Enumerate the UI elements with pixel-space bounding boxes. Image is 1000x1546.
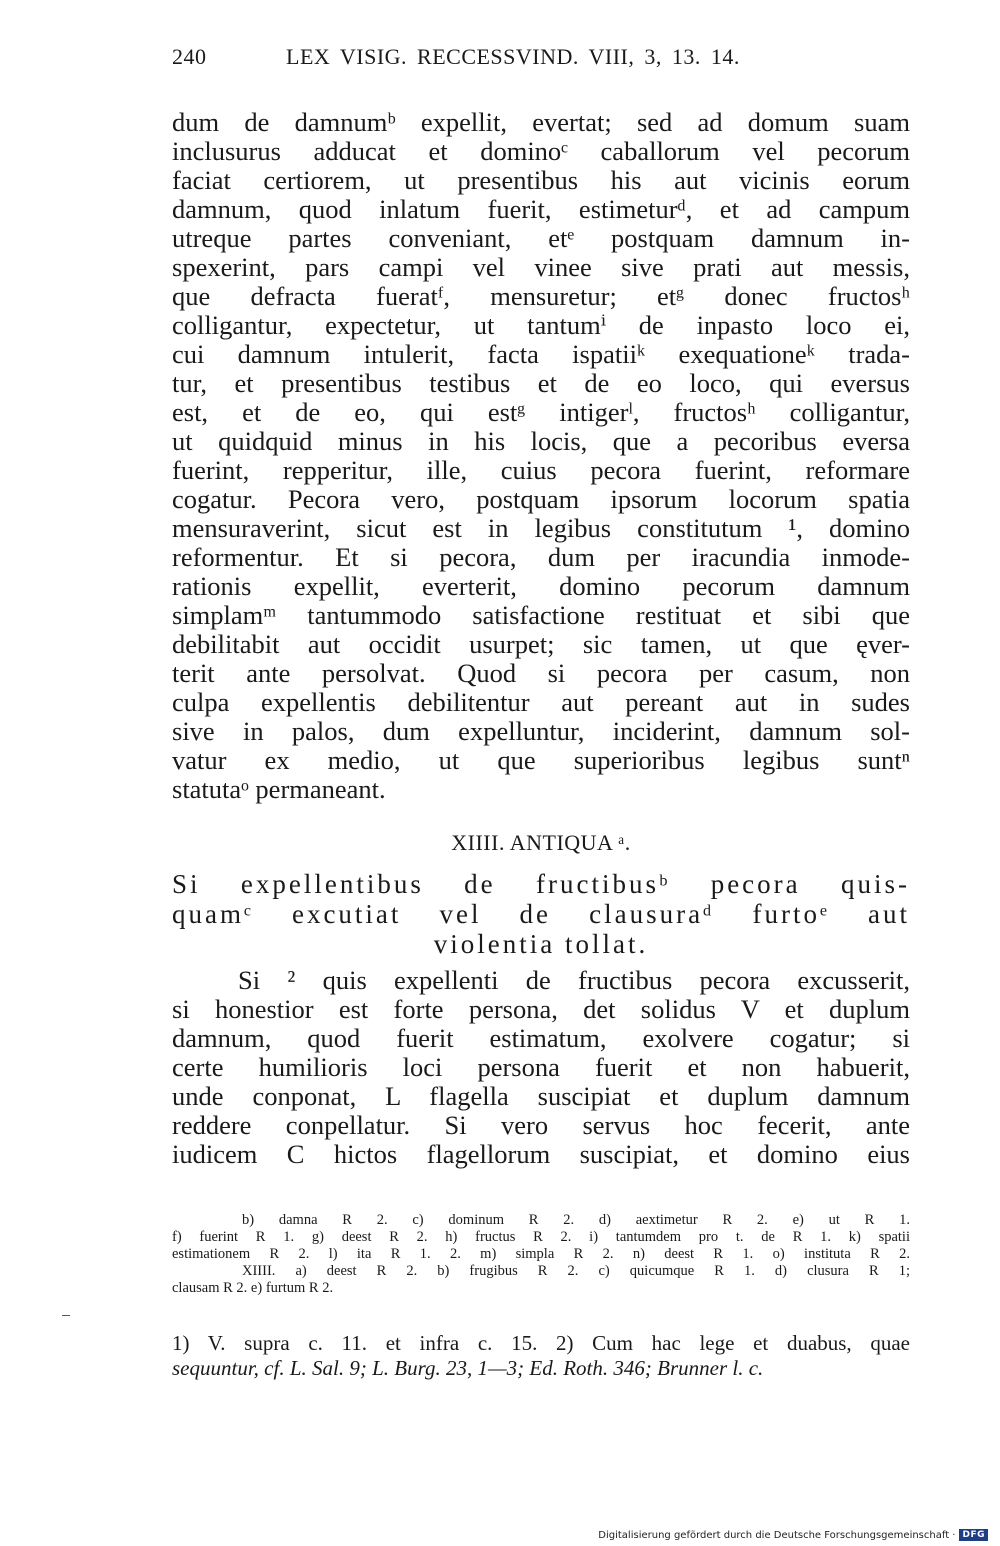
section-line: unde conponat, L flagella suscipiat et duplum damnum xyxy=(172,1081,910,1111)
running-title: LEX VISIG. RECCESSVIND. VIII, 3, 13. 14. xyxy=(286,44,740,69)
body-line: culpa expellentis debilitentur aut pereant aut in sudes xyxy=(172,687,910,717)
body-line: terit ante persolvat. Quod si pecora per casum, non xyxy=(172,658,910,688)
body-line: utreque partes conveniant, etᵉ postquam damnum in- xyxy=(172,223,910,253)
body-line: vatur ex medio, ut que superioribus legibus suntⁿ xyxy=(172,745,910,775)
section-line: iudicem C hictos flagellorum suscipiat, et domino eius xyxy=(172,1139,910,1169)
body-line: spexerint, pars campi vel vinee sive prati aut messis, xyxy=(172,252,910,282)
note-line: 1) V. supra c. 11. et infra c. 15. 2) Cum hac lege et duabus, quae xyxy=(172,1331,910,1355)
apparatus-line: clausam R 2. e) furtum R 2. xyxy=(172,1280,334,1296)
body-line: reformentur. Et si pecora, dum per iracundia inmode- xyxy=(172,542,910,572)
note-line: sequuntur, cf. L. Sal. 9; L. Burg. 23, 1—3; Ed. Roth. 346; Brunner l. c. xyxy=(172,1356,764,1380)
body-line: damnum, quod inlatum fuerit, estimeturᵈ, et ad campum xyxy=(172,194,910,224)
body-line: tur, et presentibus testibus et de eo loco, qui eversus xyxy=(172,368,910,398)
body-line: colligantur, expectetur, ut tantumⁱ de inpasto loco ei, xyxy=(172,310,910,340)
apparatus-line: f) fuerint R 1. g) deest R 2. h) fructus R 2. i) tantumdem pro t. de R 1. k) spatii xyxy=(172,1229,910,1245)
body-line: que defracta fueratᶠ, mensuretur; etᵍ donec fructosʰ xyxy=(172,281,910,311)
body-line: statutaᵒ permaneant. xyxy=(172,774,386,804)
section-heading: XIIII. ANTIQUA ᵃ. xyxy=(451,830,631,855)
body-line: inclusurus adducat et dominoᶜ caballorum vel pecorum xyxy=(172,136,910,166)
rubric-line: violentia tollat. xyxy=(433,929,649,959)
digitization-credit xyxy=(598,1529,988,1541)
apparatus-line: b) damna R 2. c) dominum R 2. d) aextimetur R 2. e) ut R 1. xyxy=(242,1212,910,1228)
body-line: faciat certiorem, ut presentibus his aut vicinis eorum xyxy=(172,165,910,195)
body-line: simplamᵐ tantummodo satisfactione restituat et sibi que xyxy=(172,600,910,630)
body-line: cui damnum intulerit, facta ispatiiᵏ exequationeᵏ trada- xyxy=(172,339,910,369)
margin-mark xyxy=(62,1315,70,1316)
credit-text: Digitalisierung gefördert durch die Deutsche Forschungsgemeinschaft · xyxy=(598,1529,956,1541)
body-line: rationis expellit, everterit, domino pecorum damnum xyxy=(172,571,910,601)
rubric-line: Si expellentibus de fructibusᵇ pecora quis- xyxy=(172,869,910,899)
body-line: est, et de eo, qui estᵍ intigerˡ, fructosʰ colligantur, xyxy=(172,397,910,427)
body-line: fuerint, repperitur, ille, cuius pecora fuerint, reformare xyxy=(172,455,910,485)
section-line: si honestior est forte persona, det solidus V et duplum xyxy=(172,994,910,1024)
dfg-logo: DFG xyxy=(959,1529,988,1541)
apparatus-line: XIIII. a) deest R 2. b) frugibus R 2. c) quicumque R 1. d) clusura R 1; xyxy=(242,1263,910,1279)
page-number: 240 xyxy=(172,44,207,69)
body-line: debilitabit aut occidit usurpet; sic tamen, ut que ęver- xyxy=(172,629,910,659)
section-line: damnum, quod fuerit estimatum, exolvere cogatur; si xyxy=(172,1023,910,1053)
section-line: reddere conpellatur. Si vero servus hoc fecerit, ante xyxy=(172,1110,910,1140)
body-line: cogatur. Pecora vero, postquam ipsorum locorum spatia xyxy=(172,484,910,514)
section-line: certe humilioris loci persona fuerit et non habuerit, xyxy=(172,1052,910,1082)
apparatus-line: estimationem R 2. l) ita R 1. 2. m) simpla R 2. n) deest R 1. o) instituta R 2. xyxy=(172,1246,910,1262)
body-line: mensuraverint, sicut est in legibus constitutum ¹, domino xyxy=(172,513,910,543)
body-line: sive in palos, dum expelluntur, inciderint, damnum sol- xyxy=(172,716,910,746)
body-line: ut quidquid minus in his locis, que a pecoribus eversa xyxy=(172,426,910,456)
rubric-line: quamᶜ excutiat vel de clausuraᵈ furtoᵉ aut xyxy=(172,899,910,929)
section-line: Si ² quis expellenti de fructibus pecora excusserit, xyxy=(238,965,910,995)
body-line: dum de damnumᵇ expellit, evertat; sed ad domum suam xyxy=(172,107,910,137)
